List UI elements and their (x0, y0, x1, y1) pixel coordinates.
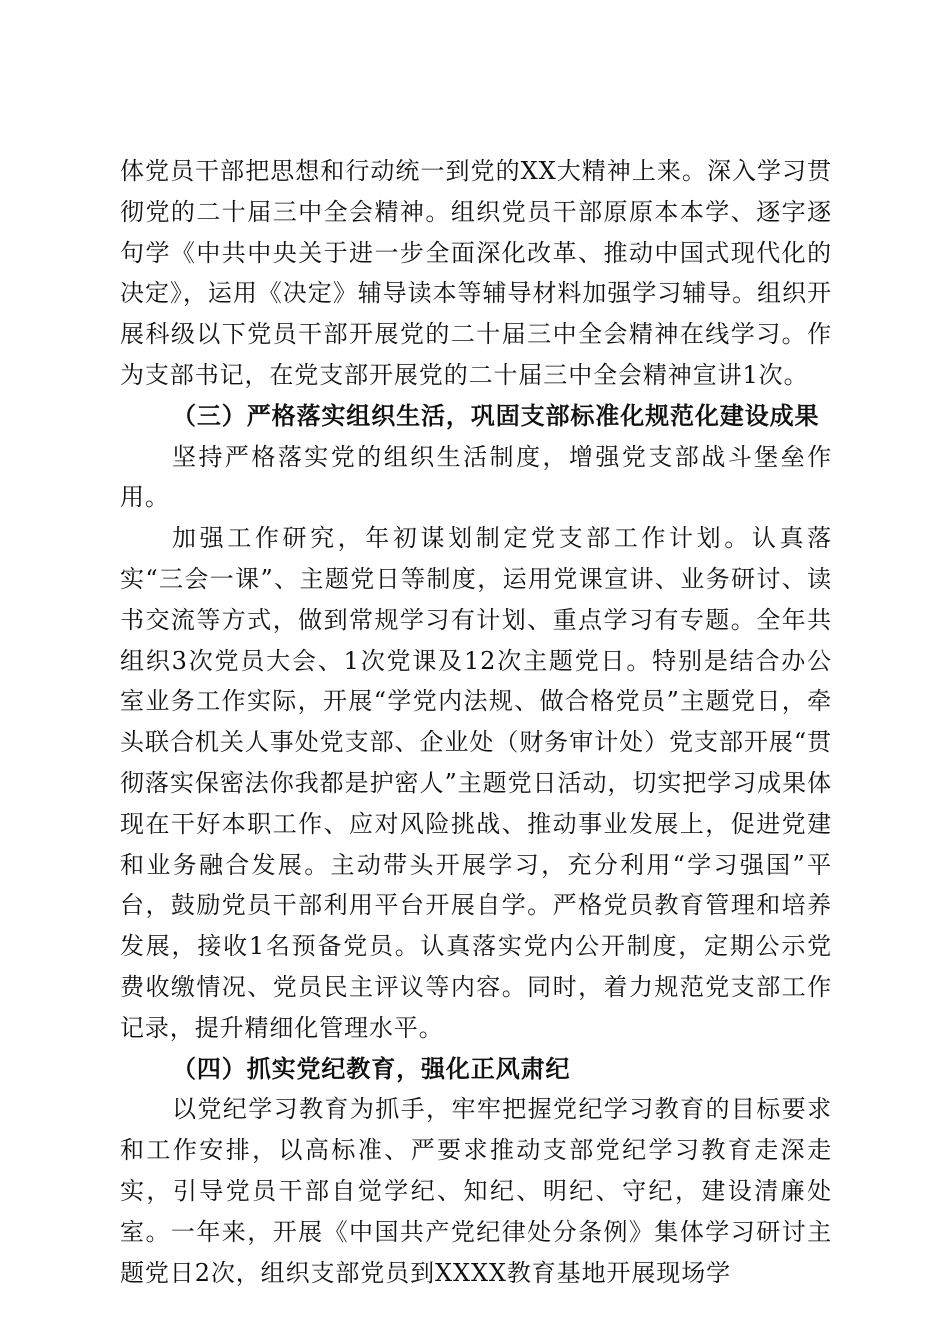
section-heading-3: （三）严格落实组织生活，巩固支部标准化规范化建设成果 (172, 400, 820, 430)
body-paragraph: 坚持严格落实党的组织生活制度，增强党支部战斗堡垒作用。 (120, 442, 832, 512)
body-paragraph: 体党员干部把思想和行动统一到党的XX大精神上来。深入学习贯彻党的二十届三中全会精神。组织党员干部原原本本学、逐字逐句学《中共中央关于进一步全面深化改革、推动中国式现代化的决定》，运用《决定》辅导读本等辅导材料加强学习辅导。组织开展科级以下党员干部开展党的二十届三中全会精神在线学习。作为支部书记，在党支部开展党的二十届三中全会精神宣讲1次。 (120, 157, 832, 389)
body-paragraph: 加强工作研究，年初谋划制定党支部工作计划。认真落实“三会一课”、主题党日等制度，运用党课宣讲、业务研讨、读书交流等方式，做到常规学习有计划、重点学习有专题。全年共组织3次党员大会、1次党课及12次主题党日。特别是结合办公室业务工作实际，开展“学党内法规、做合格党员”主题党日，牵头联合机关人事处党支部、企业处（财务审计处）党支部开展“贯彻落实保密法你我都是护密人”主题党日活动，切实把学习成果体现在干好本职工作、应对风险挑战、推动事业发展上，促进党建和业务融合发展。主动带头开展学习，充分利用“学习强国”平台，鼓励党员干部利用平台开展自学。严格党员教育管理和培养发展，接收1名预备党员。认真落实党内公开制度，定期公示党费收缴情况、党员民主评议等内容。同时，着力规范党支部工作记录，提升精细化管理水平。 (120, 524, 832, 1042)
body-paragraph: 以党纪学习教育为抓手，牢牢把握党纪学习教育的目标要求和工作安排，以高标准、严要求推动支部党纪学习教育走深走实，引导党员干部自觉学纪、知纪、明纪、守纪，建设清廉处室。一年来，开展《中国共产党纪律处分条例》集体学习研讨主题党日2次，组织支部党员到XXXX教育基地开展现场学 (120, 1095, 832, 1287)
document-page (120, 151, 832, 1293)
section-heading-4: （四）抓实党纪教育，强化正风肃纪 (172, 1053, 571, 1083)
